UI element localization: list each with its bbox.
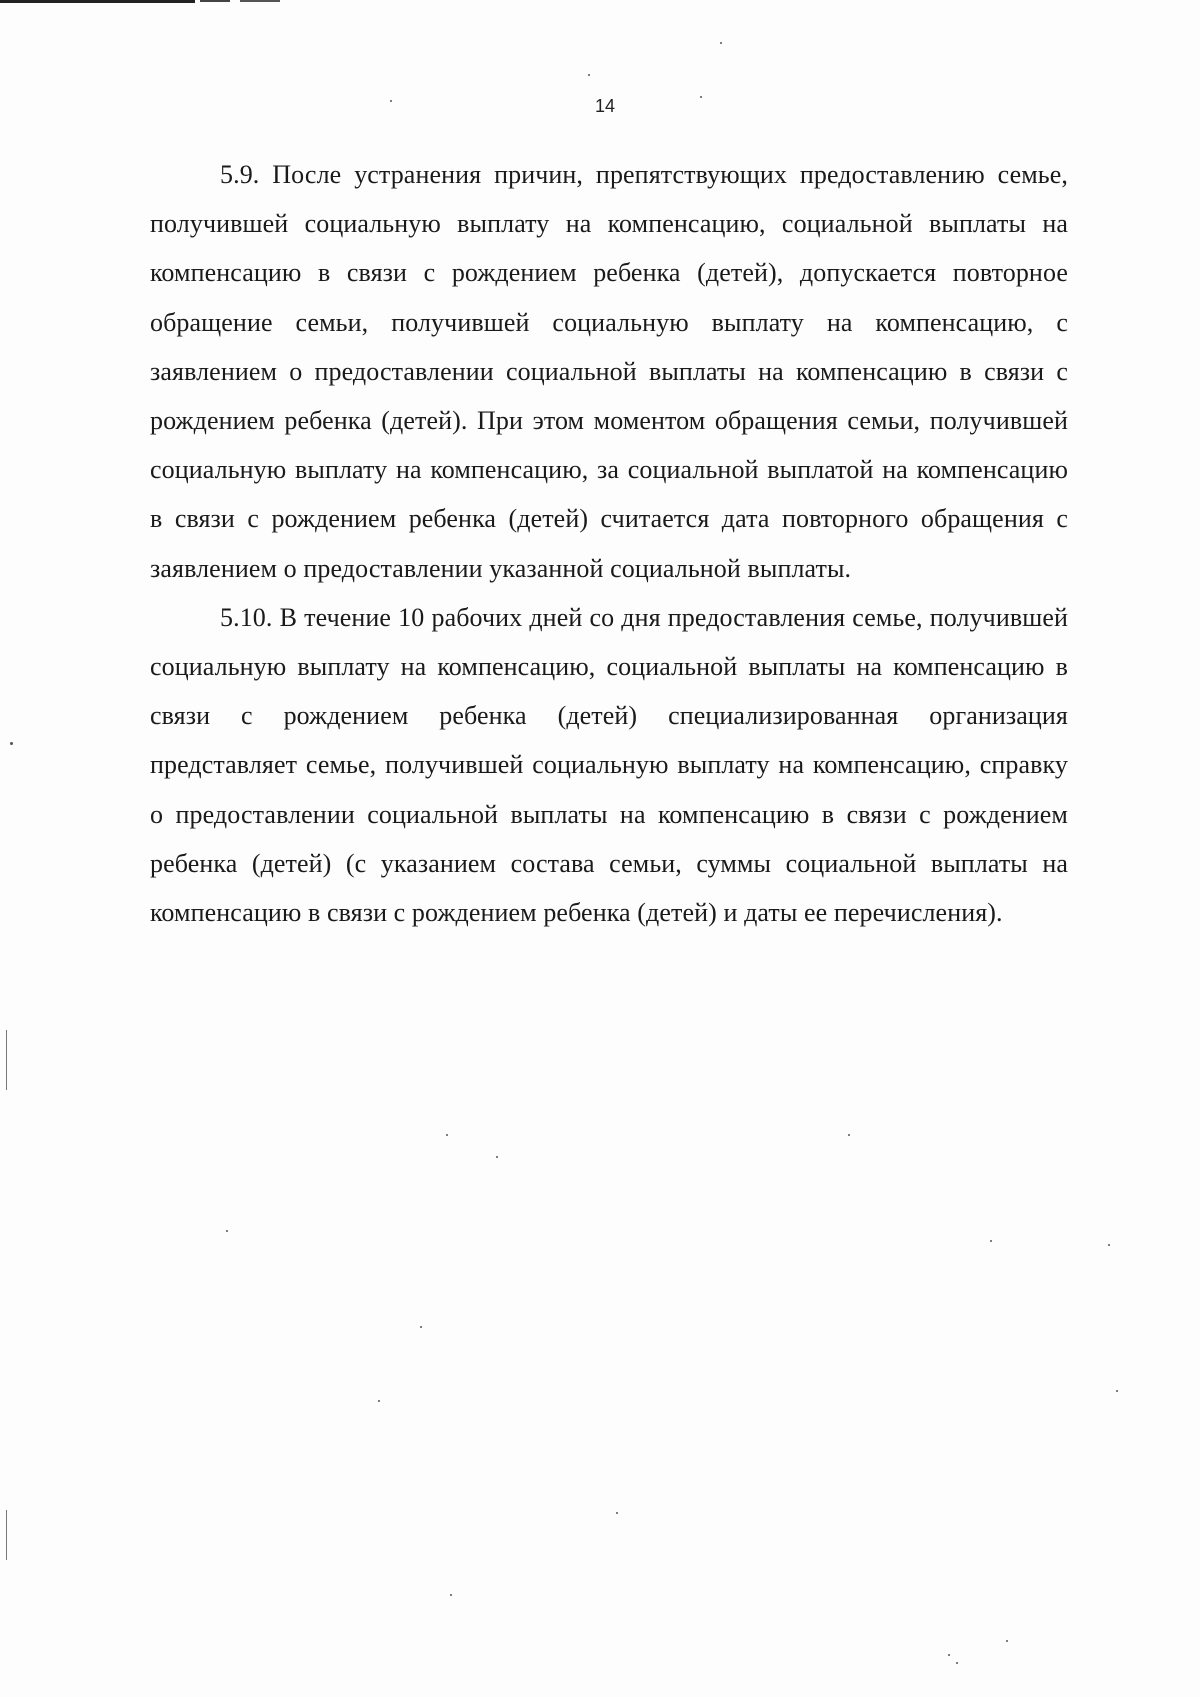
scan-speck [700,96,702,98]
scan-artifact-top [200,0,230,2]
paragraph-5-10: 5.10. В течение 10 рабочих дней со дня предоставления семье, получившей социальную выплату на компенсацию, социальной выплаты на компенсацию в связи с рождением ребенка (детей) специализированная организация представляет семье, получившей социальную выплату на компенсацию, справку о предоставлении социальной выплаты на компенсацию в связи с рождением ребенка (детей) (с указанием состава семьи, суммы социальной выплаты на компенсацию в связи с рождением ребенка (детей) и даты ее перечисления). [150,602,1068,928]
scan-speck [720,42,722,44]
scan-speck [588,74,590,76]
scan-speck [1116,1390,1118,1392]
scan-speck [956,1662,958,1664]
paragraph-5-9: 5.9. После устранения причин, препятствующих предоставлению семье, получившей социальную выплату на компенсацию, социальной выплаты на компенсацию в связи с рождением ребенка (детей), допускается повторное обращение семьи, получившей социальную выплату на компенсацию, с заявлением о предоставлении социальной выплаты на компенсацию в связи с рождением ребенка (детей). При этом моментом обращения семьи, получившей социальную выплату на компенсацию, за социальной выплатой на компенсацию в связи с рождением ребенка (детей) считается дата повторного обращения с заявлением о предоставлении указанной социальной выплаты. [150,160,1068,583]
scan-speck [450,1594,452,1596]
scan-speck [390,100,392,102]
scan-speck [378,1400,380,1402]
scan-speck [1006,1640,1008,1642]
scan-speck [948,1654,950,1656]
page-number: 14 [594,96,616,116]
scan-speck [1108,1244,1110,1246]
scan-edge-line [6,1030,7,1090]
scan-speck [420,1326,422,1328]
scan-artifact-top [240,0,280,2]
scan-speck [990,1240,992,1242]
scan-speck [446,1134,448,1136]
scan-speck [616,1512,618,1514]
scan-speck [10,742,13,745]
scan-speck [226,1230,228,1232]
scan-speck [496,1156,498,1158]
scan-speck [848,1134,850,1136]
scan-artifact-top [0,0,195,3]
document-body [150,150,1068,937]
scan-edge-line [6,1510,7,1560]
